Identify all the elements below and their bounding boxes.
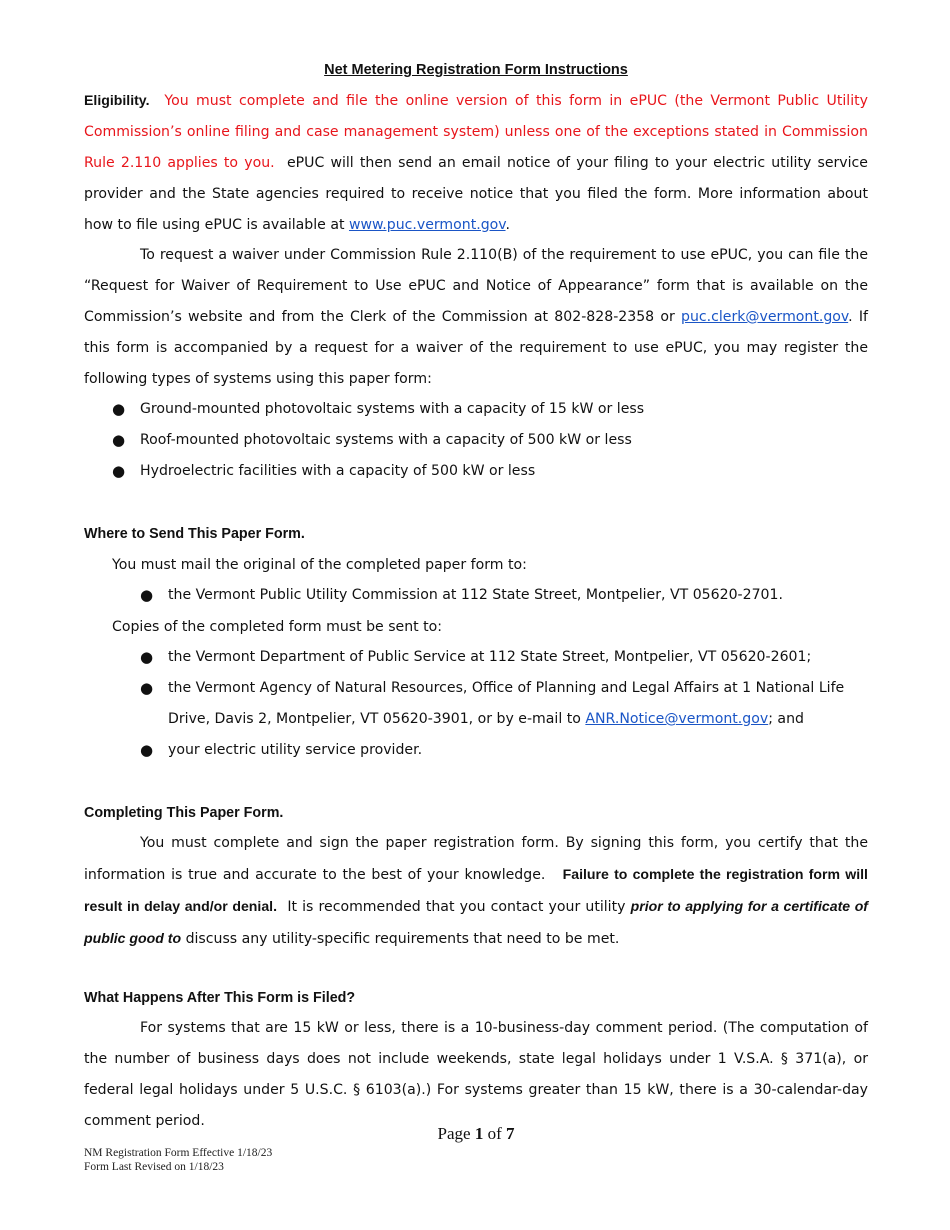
list-item (140, 673, 868, 735)
bullet-icon: ● (112, 431, 126, 449)
send-heading: Where to Send This Paper Form. (84, 526, 305, 542)
bullet-icon: ● (140, 679, 154, 697)
eligibility-paragraph (84, 85, 868, 241)
eligibility-red-text: You must complete and file the online version of this form in ePUC (the Vermont Public Utility Commission’s online filing and case management system) unless one of the exceptions stated in Commission Rule 2.110 applies to you. (84, 93, 868, 171)
system-type-hydro: Hydroelectric facilities with a capacity of 500 kW or less (140, 463, 536, 479)
after-heading: What Happens After This Form is Filed? (84, 990, 356, 1006)
mail-intro: You must mail the original of the completed paper form to: (112, 557, 527, 573)
copies-intro: Copies of the completed form must be sent to: (112, 619, 443, 635)
waiver-text-2: . If this form is accompanied by a request for a waiver of the requirement to use ePUC, you may register the following types of systems using this paper form: (84, 309, 868, 387)
completing-text-2: It is recommended that you contact your utility (287, 899, 626, 915)
footer-revised-date: Form Last Revised on 1/18/23 (84, 1161, 224, 1173)
copy-recipient-utility: your electric utility service provider. (168, 742, 423, 758)
completing-text-3: discuss any utility-specific requirements that need to be met. (185, 931, 620, 947)
copy-2-end: ; and (768, 711, 804, 727)
completing-paragraph (84, 828, 868, 955)
completing-text-1: You must complete and sign the paper registration form. By signing this form, you certify that the information is true and accurate to the best of your knowledge. (84, 835, 868, 883)
bullet-icon: ● (112, 400, 126, 418)
mail-address: the Vermont Public Utility Commission at 112 State Street, Montpelier, VT 05620-2701. (168, 587, 783, 603)
system-type-roof-pv: Roof-mounted photovoltaic systems with a capacity of 500 kW or less (140, 432, 632, 448)
eligibility-text: ePUC will then send an email notice of your filing to your electric utility service provider and the State agencies required to receive notice that you filed the form. More information about how to file using ePUC is available at (84, 155, 868, 233)
page-number (84, 1124, 868, 1144)
copy-recipient-dps: the Vermont Department of Public Service at 112 State Street, Montpelier, VT 05620-2601; (168, 649, 812, 665)
page-word: Page (437, 1124, 471, 1143)
bullet-icon: ● (112, 462, 126, 480)
eligibility-end: . (505, 217, 511, 233)
puc-website-link[interactable]: www.puc.vermont.gov (348, 217, 506, 233)
page-title: Net Metering Registration Form Instructions (324, 62, 628, 78)
waiver-paragraph (84, 240, 868, 395)
copy-recipient-anr: the Vermont Agency of Natural Resources, Office of Planning and Legal Affairs at 1 National Life Drive, Davis 2, Montpelier, VT 05620-3901, or by e-mail to (168, 680, 845, 727)
bullet-icon: ● (140, 648, 154, 666)
waiver-text-1: To request a waiver under Commission Rule 2.110(B) of the requirement to use ePUC, you can file the “Request for Waiver of Requirement to Use ePUC and Notice of Appearance” form that is available on the Commission’s website and from the Clerk of the Commission at 802-828-2358 or (84, 247, 868, 325)
footer-note (84, 1146, 272, 1174)
page-total: 7 (505, 1124, 515, 1143)
system-type-ground-pv: Ground-mounted photovoltaic systems with a capacity of 15 kW or less (140, 401, 645, 417)
of-word: of (487, 1124, 502, 1143)
anr-email-link[interactable]: ANR.Notice@vermont.gov (585, 711, 769, 727)
list-item (112, 425, 632, 456)
bullet-icon: ● (140, 741, 154, 759)
completing-heading: Completing This Paper Form. (84, 805, 284, 821)
after-paragraph: For systems that are 15 kW or less, there is a 10-business-day comment period. (The computation of the number of business days does not include weekends, state legal holidays under 1 V.S.A. § 371(a), or federal legal holidays under 5 U.S.C. § 6103(a).) For systems greater than 15 kW, there is a 30-calendar-day comment period. (84, 1020, 868, 1129)
list-item (140, 580, 783, 611)
list-item (112, 456, 536, 487)
list-item (140, 642, 812, 673)
list-item (112, 394, 645, 425)
bullet-icon: ● (140, 586, 154, 604)
completing-emphasis: prior to applying for a certificate of public good to (84, 898, 868, 946)
eligibility-label: Eligibility. (84, 92, 150, 108)
list-item (140, 735, 423, 766)
footer-effective-date: NM Registration Form Effective 1/18/23 (84, 1147, 273, 1159)
page-current: 1 (474, 1124, 484, 1143)
clerk-email-link[interactable]: puc.clerk@vermont.gov (681, 309, 849, 325)
completing-warning: Failure to complete the registration form will result in delay and/or denial. (84, 866, 868, 914)
